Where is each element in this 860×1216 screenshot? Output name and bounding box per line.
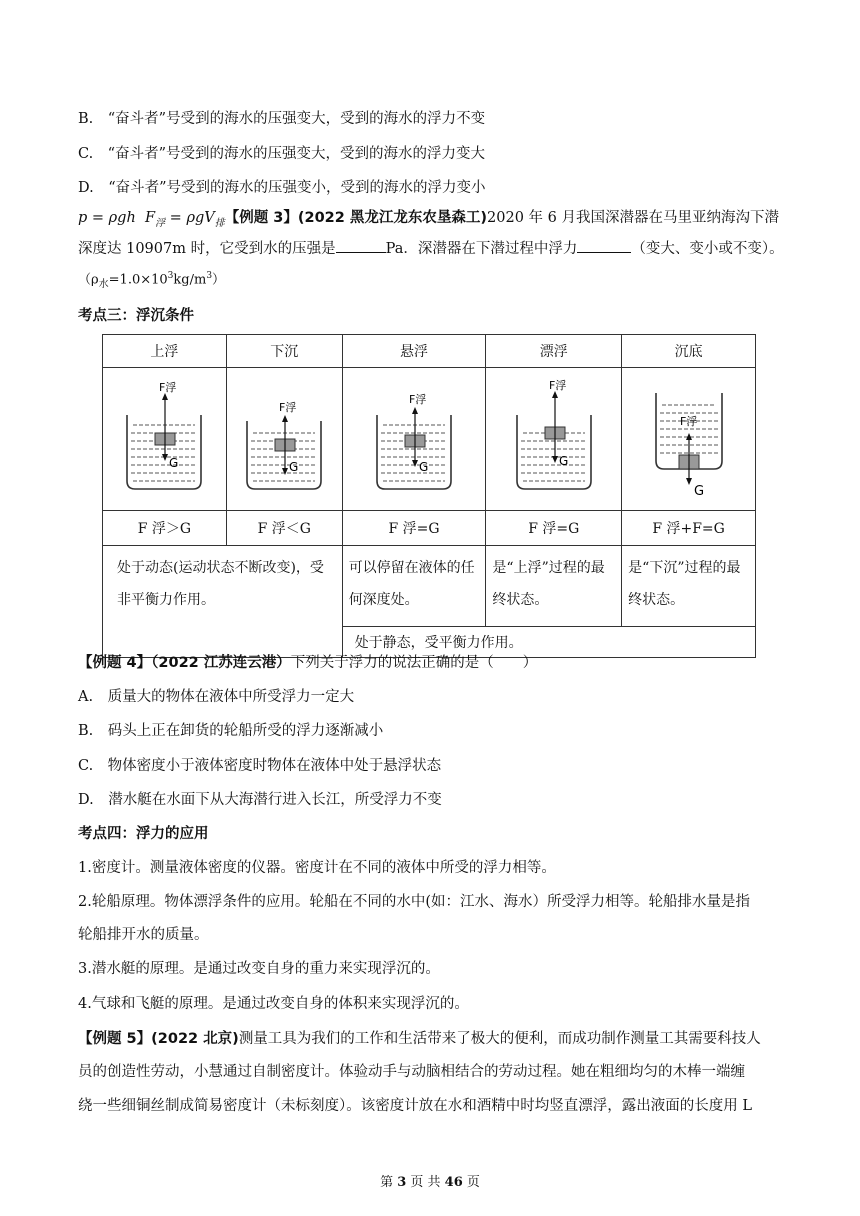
- example-4-source: （2022 江苏连云港）: [151, 655, 291, 671]
- pressure-formula: p = ρgh: [78, 210, 136, 226]
- example-4-option-d: D. 潜水艇在水面下从大海潜行进入长江，所受浮力不变: [78, 792, 442, 808]
- diagram-rise: [103, 368, 227, 511]
- example-4-label: 【例题 4】: [78, 655, 152, 671]
- application-4: 4.气球和飞艇的原理。是通过改变自身的体积来实现浮沉的。: [78, 996, 469, 1012]
- header-suspend: 悬浮: [342, 335, 486, 368]
- example-3-line-2: 深度达 10907m 时，它受到水的压强是 Pa．深潜器在下潜过程中浮力 （变大、变小或不变）。: [78, 238, 784, 260]
- svg-text:G: G: [289, 460, 299, 474]
- relation-rise: F 浮＞G: [103, 511, 227, 546]
- key-point-3-title: 考点三：浮沉条件: [78, 308, 194, 324]
- option-c: C. “奋斗者”号受到的海水的压强变大，受到的海水的浮力变大: [78, 146, 486, 162]
- page-footer: 第 3 页 共 46 页: [380, 1175, 480, 1190]
- example-5-source: (2022 北京): [151, 1031, 239, 1047]
- floating-conditions-table: [102, 334, 756, 658]
- header-sink: 下沉: [226, 335, 342, 368]
- example-4-option-b: B. 码头上正在卸货的轮船所受的浮力逐渐减小: [78, 723, 384, 739]
- svg-text:F浮: F浮: [409, 393, 427, 406]
- key-point-4-title: 考点四：浮力的应用: [78, 826, 209, 842]
- example-4-option-c: C. 物体密度小于液体密度时物体在液体中处于悬浮状态: [78, 758, 442, 774]
- example-5-line-1: 【例题 5】(2022 北京)测量工具为我们的工作和生活带来了极大的便利，而成功制作测量工其需要科技人: [78, 1031, 761, 1047]
- relation-suspend: F 浮=G: [342, 511, 486, 546]
- example-3-text: 2020 年 6 月我国深潜器在马里亚纳海沟下潜: [487, 210, 779, 226]
- option-b: B. “奋斗者”号受到的海水的压强变大，受到的海水的浮力不变: [78, 111, 486, 127]
- example-4-option-a: A. 质量大的物体在液体中所受浮力一定大: [78, 689, 355, 705]
- svg-text:G: G: [693, 484, 704, 499]
- buoyancy-formula: $F_浮 = \rho gV_排$: [145, 210, 225, 229]
- diagram-suspend: [342, 368, 486, 511]
- header-rise: 上浮: [103, 335, 227, 368]
- application-3: 3.潜水艇的原理。是通过改变自身的重力来实现浮沉的。: [78, 961, 440, 977]
- svg-text:F浮: F浮: [279, 401, 297, 414]
- desc-dynamic: 处于动态(运动状态不断改变)，受非平衡力作用。: [103, 546, 343, 658]
- option-d: D. “奋斗者”号受到的海水的压强变小，受到的海水的浮力变小: [78, 180, 486, 196]
- svg-text:F浮: F浮: [679, 415, 697, 428]
- example-3-line-3: $(\rho_水=1.0\times 10^3kg/m^3)$: [78, 271, 226, 290]
- example-4-question: 【例题 4】（2022 江苏连云港）下列关于浮力的说法正确的是（ ）: [78, 655, 538, 671]
- relation-float: F 浮=G: [486, 511, 622, 546]
- diagram-bottom: [622, 368, 756, 511]
- svg-text:G: G: [419, 460, 429, 474]
- static-note: 处于静态，受平衡力作用。: [342, 627, 755, 658]
- application-2: 2.轮船原理。物体漂浮条件的应用。轮船在不同的水中(如：江水、海水）所受浮力相等。轮船排水量是指: [78, 894, 750, 910]
- answer-blank-1[interactable]: [336, 238, 386, 253]
- application-2-cont: 轮船排开水的质量。: [78, 927, 209, 943]
- diagram-sink: [226, 368, 342, 511]
- desc-sink: 是“下沉”过程的最终状态。: [622, 546, 756, 627]
- svg-text:F浮: F浮: [548, 379, 567, 392]
- example-5-line-2: 员的创造性劳动，小慧通过自制密度计。体验动手与动脑相结合的劳动过程。她在粗细均匀的木棒一端缠: [78, 1064, 745, 1080]
- desc-float: 是“上浮”过程的最终状态。: [486, 546, 622, 627]
- svg-text:G: G: [169, 456, 179, 470]
- example-5-line-3: 绕一些细铜丝制成简易密度计（未标刻度）。该密度计放在水和酒精中时均竖直漂浮，露出液面的长度用 L: [78, 1098, 752, 1114]
- svg-text:F浮: F浮: [159, 381, 177, 394]
- page-number: 3: [397, 1175, 407, 1190]
- svg-text:G: G: [558, 454, 569, 468]
- example-3-label: 【例题 3】: [224, 210, 298, 226]
- total-pages: 46: [444, 1175, 463, 1190]
- diagram-float: [486, 368, 622, 511]
- desc-suspend: 可以停留在液体的任何深度处。: [342, 546, 486, 627]
- header-bottom: 沉底: [622, 335, 756, 368]
- example-3-source: (2022 黑龙江龙东农垦森工): [297, 210, 488, 226]
- answer-blank-2[interactable]: [577, 238, 631, 253]
- application-1: 1.密度计。测量液体密度的仪器。密度计在不同的液体中所受的浮力相等。: [78, 860, 556, 876]
- relation-bottom: F 浮+F=G: [622, 511, 756, 546]
- relation-sink: F 浮＜G: [226, 511, 342, 546]
- example-3-line-1: [78, 207, 779, 235]
- example-5-label: 【例题 5】: [78, 1031, 152, 1047]
- header-float: 漂浮: [486, 335, 622, 368]
